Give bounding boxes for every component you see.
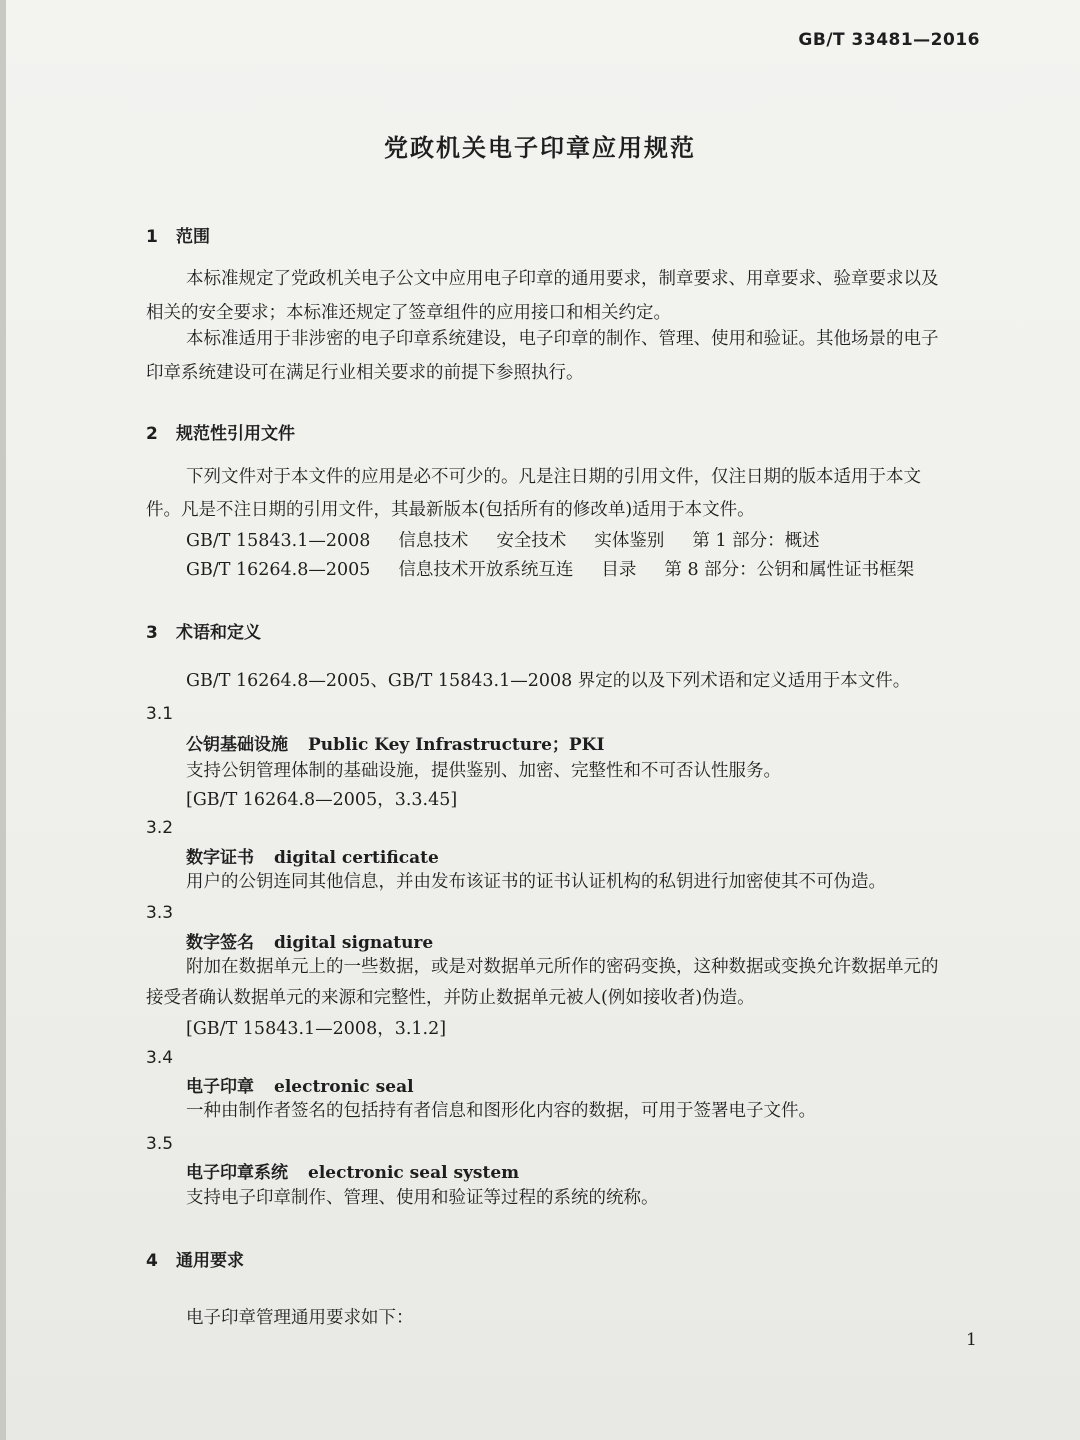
- term-zh: 数字签名: [186, 933, 254, 953]
- term-zh: 电子印章系统: [186, 1163, 288, 1183]
- paragraph-line: 印章系统建设可在满足行业相关要求的前提下参照执行。: [146, 363, 584, 383]
- section-number: 3: [146, 623, 158, 643]
- section-heading-3: [146, 618, 261, 643]
- term-en: digital signature: [274, 933, 434, 953]
- normative-reference: [186, 527, 848, 552]
- term-definition: 支持公钥管理体制的基础设施，提供鉴别、加密、完整性和不可否认性服务。: [186, 761, 781, 781]
- reference-part: 信息技术开放系统互连: [398, 560, 574, 580]
- term-number: 3.1: [146, 704, 174, 724]
- term-number: 3.3: [146, 903, 174, 923]
- reference-code: GB/T 15843.1—2008: [186, 531, 371, 551]
- term-definition: 接受者确认数据单元的来源和完整性，并防止数据单元被人(例如接收者)伪造。: [146, 988, 755, 1008]
- section-title: 范围: [176, 227, 210, 247]
- reference-code: GB/T 16264.8—2005: [186, 560, 371, 580]
- term-zh: 数字证书: [186, 848, 254, 868]
- paragraph-line: GB/T 16264.8—2005、GB/T 15843.1—2008 界定的以及下列术语和定义适用于本文件。: [186, 671, 911, 691]
- section-heading-2: [146, 419, 295, 444]
- reference-part: 目录: [601, 560, 637, 580]
- term-zh: 公钥基础设施: [186, 735, 288, 755]
- paragraph-line: 电子印章管理通用要求如下：: [186, 1308, 414, 1328]
- term-number: 3.5: [146, 1134, 174, 1154]
- term-entry: [186, 1158, 519, 1183]
- section-heading-4: [146, 1246, 244, 1271]
- reference-part: 实体鉴别: [594, 531, 665, 551]
- term-entry: [186, 843, 439, 868]
- reference-part: 信息技术: [398, 531, 469, 551]
- reference-part: 第 1 部分：概述: [692, 531, 820, 551]
- section-heading-1: [146, 222, 210, 247]
- section-title: 规范性引用文件: [176, 424, 295, 444]
- term-en: electronic seal system: [308, 1163, 520, 1183]
- term-number: 3.2: [146, 818, 174, 838]
- term-en: electronic seal: [274, 1077, 414, 1097]
- term-definition: 用户的公钥连同其他信息，并由发布该证书的证书认证机构的私钥进行加密使其不可伪造。: [186, 872, 886, 892]
- section-title: 通用要求: [176, 1251, 244, 1271]
- term-entry: [186, 928, 433, 953]
- paragraph-line: 本标准规定了党政机关电子公文中应用电子印章的通用要求，制章要求、用章要求、验章要求以及: [186, 269, 939, 289]
- term-en: digital certificate: [274, 848, 439, 868]
- normative-reference: [186, 556, 942, 581]
- section-title: 术语和定义: [176, 623, 261, 643]
- section-number: 2: [146, 424, 158, 444]
- term-zh: 电子印章: [186, 1077, 254, 1097]
- section-number: 1: [146, 227, 158, 247]
- paragraph-line: 相关的安全要求；本标准还规定了签章组件的应用接口和相关约定。: [146, 303, 671, 323]
- page-edge: [0, 0, 6, 1440]
- reference-part: 安全技术: [496, 531, 567, 551]
- term-source: [GB/T 15843.1—2008，3.1.2]: [186, 1019, 447, 1039]
- term-definition: 支持电子印章制作、管理、使用和验证等过程的系统的统称。: [186, 1188, 659, 1208]
- term-number: 3.4: [146, 1048, 174, 1068]
- paragraph-line: 件。凡是不注日期的引用文件，其最新版本(包括所有的修改单)适用于本文件。: [146, 500, 755, 520]
- term-source: [GB/T 16264.8—2005，3.3.45]: [186, 790, 458, 810]
- paragraph-line: 本标准适用于非涉密的电子印章系统建设，电子印章的制作、管理、使用和验证。其他场景的电子: [186, 329, 939, 349]
- term-entry: [186, 730, 604, 755]
- document-title: 党政机关电子印章应用规范: [384, 134, 696, 162]
- term-entry: [186, 1072, 414, 1097]
- page-number: 1: [966, 1330, 977, 1350]
- term-definition: 一种由制作者签名的包括持有者信息和图形化内容的数据，可用于签署电子文件。: [186, 1101, 816, 1121]
- term-en: Public Key Infrastructure；PKI: [308, 735, 605, 755]
- reference-part: 第 8 部分：公钥和属性证书框架: [664, 560, 915, 580]
- paragraph-line: 下列文件对于本文件的应用是必不可少的。凡是注日期的引用文件，仅注日期的版本适用于本文: [186, 467, 921, 487]
- term-definition: 附加在数据单元上的一些数据，或是对数据单元所作的密码变换，这种数据或变换允许数据单元的: [186, 957, 939, 977]
- standard-code: GB/T 33481—2016: [798, 30, 980, 50]
- section-number: 4: [146, 1251, 158, 1271]
